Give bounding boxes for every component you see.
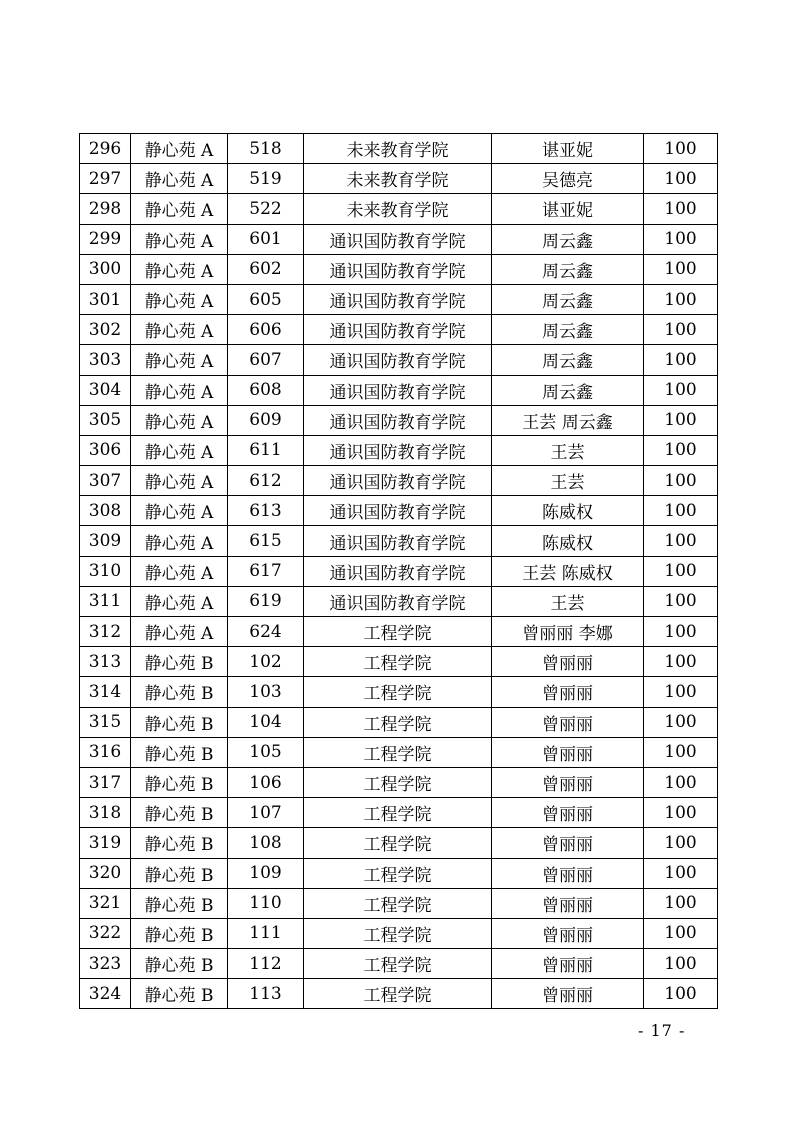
building-cell: 静心苑 A: [131, 556, 228, 586]
building-cell: 静心苑 B: [131, 647, 228, 677]
table-row: [80, 496, 718, 526]
row-index-cell: 297: [80, 164, 131, 194]
room-cell: 601: [228, 224, 304, 254]
building-cell: 静心苑 A: [131, 345, 228, 375]
row-index-cell: 300: [80, 254, 131, 284]
building-cell: 静心苑 A: [131, 526, 228, 556]
table-row: [80, 194, 718, 224]
table-row: [80, 375, 718, 405]
row-index-cell: 313: [80, 647, 131, 677]
score-cell: 100: [644, 466, 718, 496]
person-cell: 曾丽丽: [492, 949, 644, 979]
building-cell: 静心苑 B: [131, 858, 228, 888]
row-index-cell: 316: [80, 737, 131, 767]
room-cell: 518: [228, 134, 304, 164]
college-cell: 通识国防教育学院: [304, 375, 492, 405]
score-cell: 100: [644, 918, 718, 948]
college-cell: 工程学院: [304, 949, 492, 979]
college-cell: 通识国防教育学院: [304, 526, 492, 556]
person-cell: 曾丽丽: [492, 707, 644, 737]
score-cell: 100: [644, 677, 718, 707]
building-cell: 静心苑 B: [131, 737, 228, 767]
college-cell: 工程学院: [304, 617, 492, 647]
row-index-cell: 314: [80, 677, 131, 707]
score-cell: 100: [644, 496, 718, 526]
row-index-cell: 324: [80, 979, 131, 1009]
room-cell: 617: [228, 556, 304, 586]
table-row: [80, 707, 718, 737]
table-row: [80, 979, 718, 1009]
college-cell: 未来教育学院: [304, 134, 492, 164]
person-cell: 曾丽丽: [492, 888, 644, 918]
table-row: [80, 737, 718, 767]
building-cell: 静心苑 B: [131, 918, 228, 948]
building-cell: 静心苑 B: [131, 888, 228, 918]
score-table-container: [79, 133, 717, 1009]
score-cell: 100: [644, 737, 718, 767]
college-cell: 工程学院: [304, 767, 492, 797]
row-index-cell: 301: [80, 284, 131, 314]
person-cell: 曾丽丽: [492, 647, 644, 677]
row-index-cell: 322: [80, 918, 131, 948]
building-cell: 静心苑 B: [131, 677, 228, 707]
person-cell: 曾丽丽: [492, 918, 644, 948]
person-cell: 王芸: [492, 586, 644, 616]
table-row: [80, 526, 718, 556]
score-cell: 100: [644, 345, 718, 375]
building-cell: 静心苑 A: [131, 617, 228, 647]
score-cell: 100: [644, 284, 718, 314]
college-cell: 通识国防教育学院: [304, 466, 492, 496]
person-cell: 谌亚妮: [492, 194, 644, 224]
college-cell: 工程学院: [304, 979, 492, 1009]
college-cell: 工程学院: [304, 647, 492, 677]
room-cell: 111: [228, 918, 304, 948]
building-cell: 静心苑 A: [131, 315, 228, 345]
page-number: - 17 -: [638, 1021, 686, 1040]
room-cell: 605: [228, 284, 304, 314]
row-index-cell: 315: [80, 707, 131, 737]
college-cell: 工程学院: [304, 737, 492, 767]
table-row: [80, 918, 718, 948]
room-cell: 522: [228, 194, 304, 224]
college-cell: 通识国防教育学院: [304, 284, 492, 314]
row-index-cell: 299: [80, 224, 131, 254]
college-cell: 工程学院: [304, 677, 492, 707]
building-cell: 静心苑 B: [131, 707, 228, 737]
row-index-cell: 319: [80, 828, 131, 858]
college-cell: 通识国防教育学院: [304, 435, 492, 465]
person-cell: 陈威权: [492, 496, 644, 526]
score-cell: 100: [644, 979, 718, 1009]
person-cell: 曾丽丽: [492, 979, 644, 1009]
college-cell: 通识国防教育学院: [304, 345, 492, 375]
building-cell: 静心苑 A: [131, 405, 228, 435]
score-cell: 100: [644, 767, 718, 797]
row-index-cell: 303: [80, 345, 131, 375]
row-index-cell: 312: [80, 617, 131, 647]
row-index-cell: 304: [80, 375, 131, 405]
room-cell: 519: [228, 164, 304, 194]
table-row: [80, 224, 718, 254]
college-cell: 工程学院: [304, 707, 492, 737]
table-row: [80, 888, 718, 918]
table-row: [80, 315, 718, 345]
row-index-cell: 317: [80, 767, 131, 797]
building-cell: 静心苑 A: [131, 586, 228, 616]
room-cell: 619: [228, 586, 304, 616]
table-row: [80, 134, 718, 164]
college-cell: 通识国防教育学院: [304, 315, 492, 345]
room-cell: 602: [228, 254, 304, 284]
room-cell: 109: [228, 858, 304, 888]
person-cell: 吴德亮: [492, 164, 644, 194]
building-cell: 静心苑 A: [131, 164, 228, 194]
building-cell: 静心苑 B: [131, 949, 228, 979]
room-cell: 105: [228, 737, 304, 767]
room-cell: 107: [228, 798, 304, 828]
row-index-cell: 309: [80, 526, 131, 556]
row-index-cell: 321: [80, 888, 131, 918]
building-cell: 静心苑 B: [131, 979, 228, 1009]
score-cell: 100: [644, 194, 718, 224]
score-cell: 100: [644, 375, 718, 405]
room-cell: 606: [228, 315, 304, 345]
room-cell: 110: [228, 888, 304, 918]
person-cell: 谌亚妮: [492, 134, 644, 164]
person-cell: 王芸: [492, 435, 644, 465]
row-index-cell: 307: [80, 466, 131, 496]
building-cell: 静心苑 A: [131, 435, 228, 465]
score-cell: 100: [644, 556, 718, 586]
table-row: [80, 858, 718, 888]
room-cell: 624: [228, 617, 304, 647]
table-row: [80, 767, 718, 797]
room-cell: 608: [228, 375, 304, 405]
room-cell: 611: [228, 435, 304, 465]
score-cell: 100: [644, 435, 718, 465]
table-row: [80, 435, 718, 465]
person-cell: 陈威权: [492, 526, 644, 556]
building-cell: 静心苑 A: [131, 134, 228, 164]
college-cell: 工程学院: [304, 918, 492, 948]
person-cell: 曾丽丽: [492, 858, 644, 888]
table-row: [80, 556, 718, 586]
row-index-cell: 296: [80, 134, 131, 164]
room-cell: 102: [228, 647, 304, 677]
room-cell: 103: [228, 677, 304, 707]
college-cell: 未来教育学院: [304, 164, 492, 194]
table-row: [80, 284, 718, 314]
college-cell: 通识国防教育学院: [304, 586, 492, 616]
college-cell: 通识国防教育学院: [304, 405, 492, 435]
score-cell: 100: [644, 164, 718, 194]
person-cell: 曾丽丽: [492, 737, 644, 767]
table-row: [80, 586, 718, 616]
building-cell: 静心苑 A: [131, 496, 228, 526]
college-cell: 工程学院: [304, 888, 492, 918]
row-index-cell: 318: [80, 798, 131, 828]
row-index-cell: 306: [80, 435, 131, 465]
score-cell: 100: [644, 858, 718, 888]
table-body: [80, 134, 718, 1009]
table-row: [80, 828, 718, 858]
room-cell: 607: [228, 345, 304, 375]
college-cell: 工程学院: [304, 798, 492, 828]
college-cell: 工程学院: [304, 858, 492, 888]
row-index-cell: 320: [80, 858, 131, 888]
score-cell: 100: [644, 707, 718, 737]
row-index-cell: 311: [80, 586, 131, 616]
row-index-cell: 308: [80, 496, 131, 526]
room-cell: 113: [228, 979, 304, 1009]
room-cell: 613: [228, 496, 304, 526]
row-index-cell: 305: [80, 405, 131, 435]
table-row: [80, 647, 718, 677]
room-cell: 609: [228, 405, 304, 435]
person-cell: 周云鑫: [492, 315, 644, 345]
person-cell: 王芸: [492, 466, 644, 496]
score-cell: 100: [644, 254, 718, 284]
table-row: [80, 617, 718, 647]
score-cell: 100: [644, 828, 718, 858]
room-cell: 112: [228, 949, 304, 979]
score-cell: 100: [644, 617, 718, 647]
building-cell: 静心苑 A: [131, 375, 228, 405]
person-cell: 周云鑫: [492, 224, 644, 254]
building-cell: 静心苑 A: [131, 254, 228, 284]
person-cell: 周云鑫: [492, 254, 644, 284]
room-cell: 615: [228, 526, 304, 556]
person-cell: 周云鑫: [492, 284, 644, 314]
table-row: [80, 254, 718, 284]
table-row: [80, 164, 718, 194]
score-cell: 100: [644, 647, 718, 677]
score-cell: 100: [644, 526, 718, 556]
person-cell: 曾丽丽: [492, 677, 644, 707]
person-cell: 曾丽丽: [492, 798, 644, 828]
score-cell: 100: [644, 798, 718, 828]
building-cell: 静心苑 A: [131, 284, 228, 314]
score-table: [79, 133, 718, 1009]
score-cell: 100: [644, 949, 718, 979]
building-cell: 静心苑 B: [131, 828, 228, 858]
college-cell: 通识国防教育学院: [304, 496, 492, 526]
score-cell: 100: [644, 134, 718, 164]
room-cell: 104: [228, 707, 304, 737]
row-index-cell: 310: [80, 556, 131, 586]
building-cell: 静心苑 A: [131, 466, 228, 496]
building-cell: 静心苑 B: [131, 767, 228, 797]
college-cell: 工程学院: [304, 828, 492, 858]
table-row: [80, 405, 718, 435]
building-cell: 静心苑 A: [131, 224, 228, 254]
college-cell: 通识国防教育学院: [304, 254, 492, 284]
score-cell: 100: [644, 586, 718, 616]
person-cell: 曾丽丽: [492, 828, 644, 858]
row-index-cell: 298: [80, 194, 131, 224]
person-cell: 王芸 陈威权: [492, 556, 644, 586]
room-cell: 108: [228, 828, 304, 858]
score-cell: 100: [644, 888, 718, 918]
college-cell: 未来教育学院: [304, 194, 492, 224]
score-cell: 100: [644, 315, 718, 345]
score-cell: 100: [644, 405, 718, 435]
row-index-cell: 302: [80, 315, 131, 345]
person-cell: 曾丽丽 李娜: [492, 617, 644, 647]
college-cell: 通识国防教育学院: [304, 556, 492, 586]
building-cell: 静心苑 A: [131, 194, 228, 224]
person-cell: 曾丽丽: [492, 767, 644, 797]
building-cell: 静心苑 B: [131, 798, 228, 828]
person-cell: 周云鑫: [492, 375, 644, 405]
person-cell: 周云鑫: [492, 345, 644, 375]
table-row: [80, 949, 718, 979]
person-cell: 王芸 周云鑫: [492, 405, 644, 435]
table-row: [80, 345, 718, 375]
row-index-cell: 323: [80, 949, 131, 979]
college-cell: 通识国防教育学院: [304, 224, 492, 254]
table-row: [80, 466, 718, 496]
room-cell: 612: [228, 466, 304, 496]
table-row: [80, 798, 718, 828]
room-cell: 106: [228, 767, 304, 797]
table-row: [80, 677, 718, 707]
score-cell: 100: [644, 224, 718, 254]
